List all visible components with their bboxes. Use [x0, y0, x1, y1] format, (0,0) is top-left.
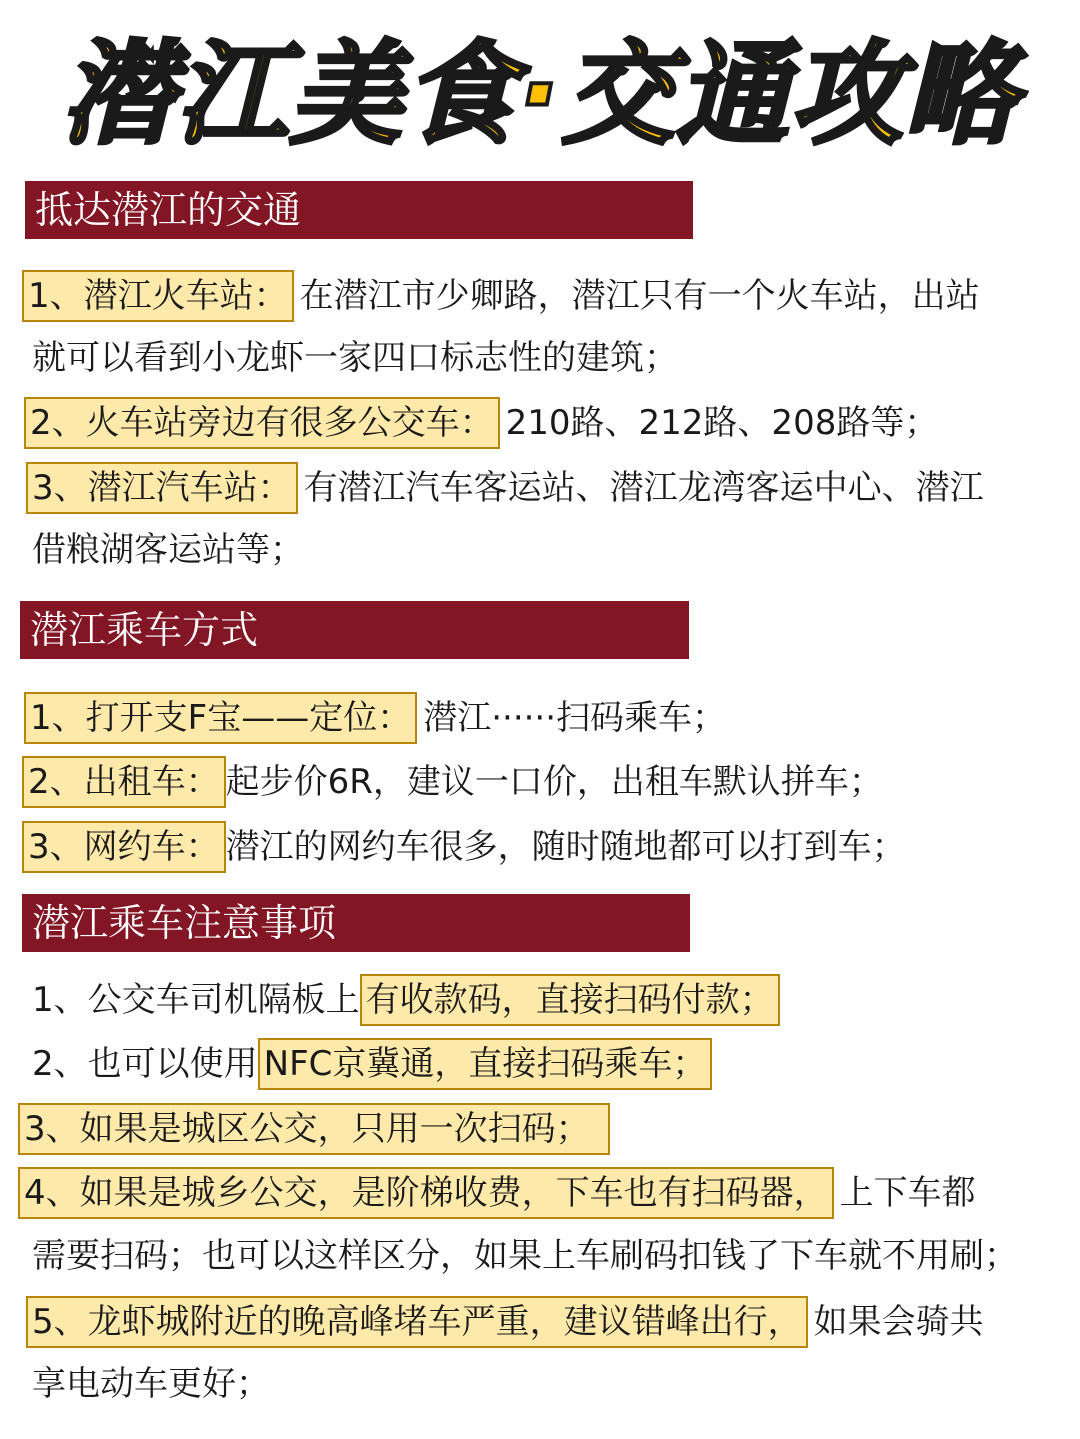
item-text: 2、也可以使用: [32, 1044, 258, 1084]
list-item: [26, 1292, 984, 1352]
item-label: 2、出租车：: [22, 756, 226, 808]
item-continuation: 就可以看到小龙虾一家四口标志性的建筑；: [32, 338, 678, 378]
list-item: [22, 266, 980, 326]
list-item: [32, 1034, 712, 1094]
list-item: [24, 688, 726, 748]
list-item: [32, 970, 780, 1030]
list-item: [18, 1099, 610, 1159]
item-text: 如果会骑共: [813, 1302, 984, 1342]
item-label: 有收款码，直接扫码付款；: [360, 974, 780, 1026]
item-continuation: 享电动车更好；: [32, 1364, 270, 1404]
item-text: 潜江······扫码乘车；: [423, 698, 727, 738]
item-text: 起步价6R，建议一口价，出租车默认拼车；: [225, 762, 883, 802]
item-text: 1、公交车司机隔板上: [32, 980, 360, 1020]
item-text: 在潜江市少卿路，潜江只有一个火车站，出站: [299, 276, 980, 316]
list-item: [26, 458, 984, 518]
item-label: NFC京冀通，直接扫码乘车；: [258, 1038, 713, 1090]
item-text: 潜江的网约车很多，随时随地都可以打到车；: [225, 827, 906, 867]
list-item: [22, 752, 883, 812]
item-text: 上下车都: [839, 1173, 976, 1213]
item-label: 1、打开支F宝——定位：: [24, 692, 417, 744]
item-label: 3、网约车：: [22, 821, 226, 873]
item-label: 3、如果是城区公交，只用一次扫码；: [18, 1103, 610, 1155]
item-continuation: 借粮湖客运站等；: [32, 530, 304, 570]
item-continuation: 需要扫码；也可以这样区分，如果上车刷码扣钱了下车就不用刷；: [32, 1236, 1018, 1276]
list-item: [18, 1163, 976, 1223]
section-heading-ride-methods: 潜江乘车方式: [20, 601, 689, 659]
item-label: 4、如果是城乡公交，是阶梯收费，下车也有扫码器，: [18, 1167, 834, 1219]
item-text: 有潜江汽车客运站、潜江龙湾客运中心、潜江: [303, 468, 984, 508]
item-label: 3、潜江汽车站：: [26, 462, 298, 514]
item-label: 2、火车站旁边有很多公交车：: [24, 397, 500, 449]
section-heading-arrival: 抵达潜江的交通: [25, 181, 693, 239]
page-title: 潜江美食·交通攻略: [61, 29, 1019, 160]
item-label: 5、龙虾城附近的晚高峰堵车严重，建议错峰出行，: [26, 1296, 808, 1348]
list-item: [22, 817, 906, 877]
item-text: 210路、212路、208路等；: [505, 403, 939, 443]
section-heading-ride-notes: 潜江乘车注意事项: [22, 894, 690, 952]
item-label: 1、潜江火车站：: [22, 270, 294, 322]
list-item: [24, 393, 938, 453]
